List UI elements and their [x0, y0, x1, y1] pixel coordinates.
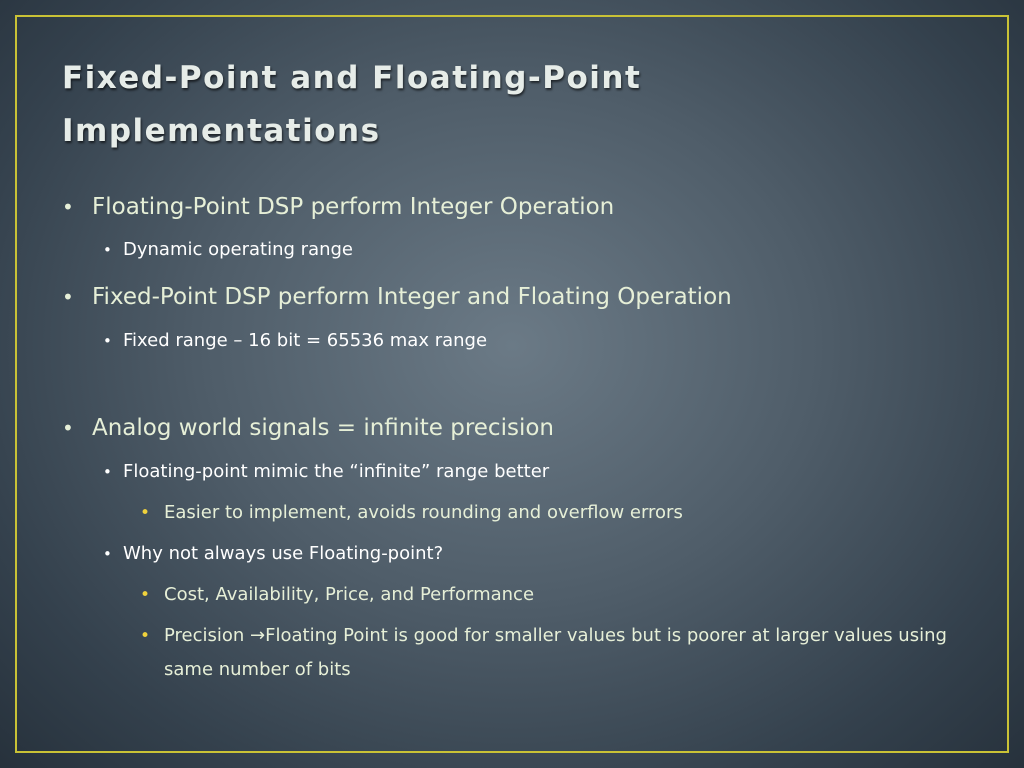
- bullet-dot-icon: •: [140, 585, 151, 605]
- bullet-dot-icon: •: [62, 195, 74, 219]
- bullet-dot-icon: •: [103, 545, 112, 563]
- bullet-dot-icon: •: [140, 503, 151, 523]
- bullet-level2: [103, 237, 354, 263]
- bullet-text: Floating-point mimic the “infinite” range better: [123, 461, 550, 482]
- bullet-text: Floating-Point DSP perform Integer Operation: [92, 194, 615, 220]
- bullet-dot-icon: •: [103, 463, 112, 481]
- bullet-level2: [103, 459, 550, 485]
- bullet-dot-icon: •: [62, 416, 74, 440]
- bullet-text: Fixed range – 16 bit = 65536 max range: [123, 330, 488, 351]
- bullet-text: Easier to implement, avoids rounding and overflow errors: [164, 502, 683, 523]
- bullet-text: Why not always use Floating-point?: [123, 543, 444, 564]
- bullet-level3: [140, 496, 683, 530]
- bullet-level2: [103, 328, 488, 354]
- bullet-level1: [62, 413, 554, 443]
- bullet-dot-icon: •: [103, 332, 112, 350]
- bullet-text: Analog world signals = infinite precision: [92, 415, 554, 441]
- bullet-dot-icon: •: [62, 285, 74, 309]
- bullet-level3: [140, 578, 535, 612]
- bullet-text: Cost, Availability, Price, and Performance: [164, 584, 535, 605]
- bullet-text: Fixed-Point DSP perform Integer and Floating Operation: [92, 284, 732, 310]
- bullet-dot-icon: •: [103, 241, 112, 259]
- bullet-dot-icon: •: [140, 626, 151, 646]
- slide-title: Fixed-Point and Floating-Point Implementations: [62, 60, 642, 149]
- bullet-text: Dynamic operating range: [123, 239, 354, 260]
- bullet-level1: [62, 282, 732, 312]
- bullet-level3: [140, 619, 954, 687]
- bullet-level1: [62, 192, 615, 222]
- bullet-text: Precision →Floating Point is good for smaller values but is poorer at larger values using same number of bits: [164, 625, 947, 680]
- bullet-level2: [103, 541, 444, 567]
